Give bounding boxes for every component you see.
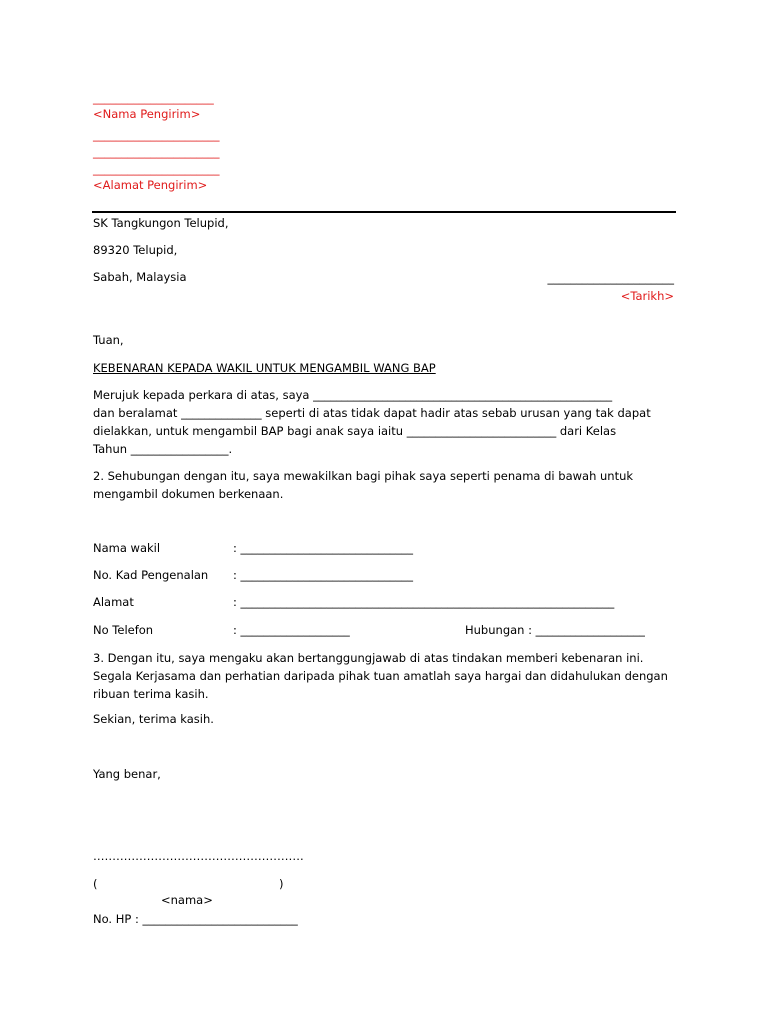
recipient-line-1: SK Tangkungon Telupid, bbox=[93, 216, 229, 230]
field-label-nama-wakil: Nama wakil bbox=[93, 541, 161, 555]
paragraph-3-line-3: ribuan terima kasih. bbox=[93, 687, 209, 701]
sender-address-placeholder: <Alamat Pengirim> bbox=[93, 178, 208, 192]
paragraph-2 bbox=[93, 467, 675, 503]
paragraph-1-line-4: Tahun _________________. bbox=[93, 442, 233, 456]
paragraph-2-line-2: mengambil dokumen berkenaan. bbox=[93, 487, 284, 501]
field-label-alamat: Alamat bbox=[93, 595, 134, 609]
field-value-kad-pengenalan: : ______________________________ bbox=[233, 568, 414, 582]
sender-line-3: ______________________ bbox=[93, 145, 220, 159]
closing-line: Sekian, terima kasih. bbox=[93, 712, 214, 726]
header-divider bbox=[92, 211, 676, 213]
sender-name-placeholder: <Nama Pengirim> bbox=[93, 107, 201, 121]
field-value-telefon: : ___________________ bbox=[233, 623, 350, 637]
recipient-line-3: Sabah, Malaysia bbox=[93, 270, 187, 284]
paragraph-1-line-2: dan beralamat ______________ seperti di atas tidak dapat hadir atas sebab urusan yang tak dapat bbox=[93, 406, 651, 420]
paragraph-3-line-1: 3. Dengan itu, saya mengaku akan bertanggungjawab di atas tindakan memberi kebenaran ini. bbox=[93, 651, 644, 665]
signature-name-placeholder: <nama> bbox=[161, 893, 213, 907]
paragraph-3 bbox=[93, 649, 675, 703]
letter-subject: KEBENARAN KEPADA WAKIL UNTUK MENGAMBIL WANG BAP bbox=[93, 361, 436, 375]
field-value-nama-wakil: : ______________________________ bbox=[233, 541, 414, 555]
date-line: ______________________ bbox=[547, 271, 674, 285]
field-hubungan: Hubungan : ___________________ bbox=[465, 623, 645, 637]
yours-truly: Yang benar, bbox=[93, 767, 161, 781]
paragraph-1 bbox=[93, 386, 675, 458]
date-placeholder: <Tarikh> bbox=[620, 289, 674, 303]
sender-line-4: ______________________ bbox=[93, 162, 220, 176]
recipient-line-2: 89320 Telupid, bbox=[93, 243, 178, 257]
salutation: Tuan, bbox=[93, 333, 124, 347]
sender-line-2: ______________________ bbox=[93, 128, 220, 142]
field-label-kad-pengenalan: No. Kad Pengenalan bbox=[93, 568, 209, 582]
signature-open-paren: ( bbox=[93, 877, 98, 891]
sender-line-1: _____________________ bbox=[93, 91, 214, 105]
field-label-telefon: No Telefon bbox=[93, 623, 154, 637]
paragraph-1-line-3: dielakkan, untuk mengambil BAP bagi anak saya iaitu __________________________ dari Kelas bbox=[93, 424, 617, 438]
signature-phone: No. HP : ___________________________ bbox=[93, 912, 298, 926]
field-value-alamat: : _________________________________________________________________ bbox=[233, 595, 615, 609]
paragraph-3-line-2: Segala Kerjasama dan perhatian daripada pihak tuan amatlah saya hargai dan didahulukan dengan bbox=[93, 669, 668, 683]
signature-dotted-line: ………………………………………………. bbox=[93, 849, 304, 863]
signature-close-paren: ) bbox=[279, 877, 284, 891]
paragraph-2-line-1: 2. Sehubungan dengan itu, saya mewakilkan bagi pihak saya seperti penama di bawah untuk bbox=[93, 469, 634, 483]
paragraph-1-line-1: Merujuk kepada perkara di atas, saya ____________________________________________________ bbox=[93, 388, 613, 402]
